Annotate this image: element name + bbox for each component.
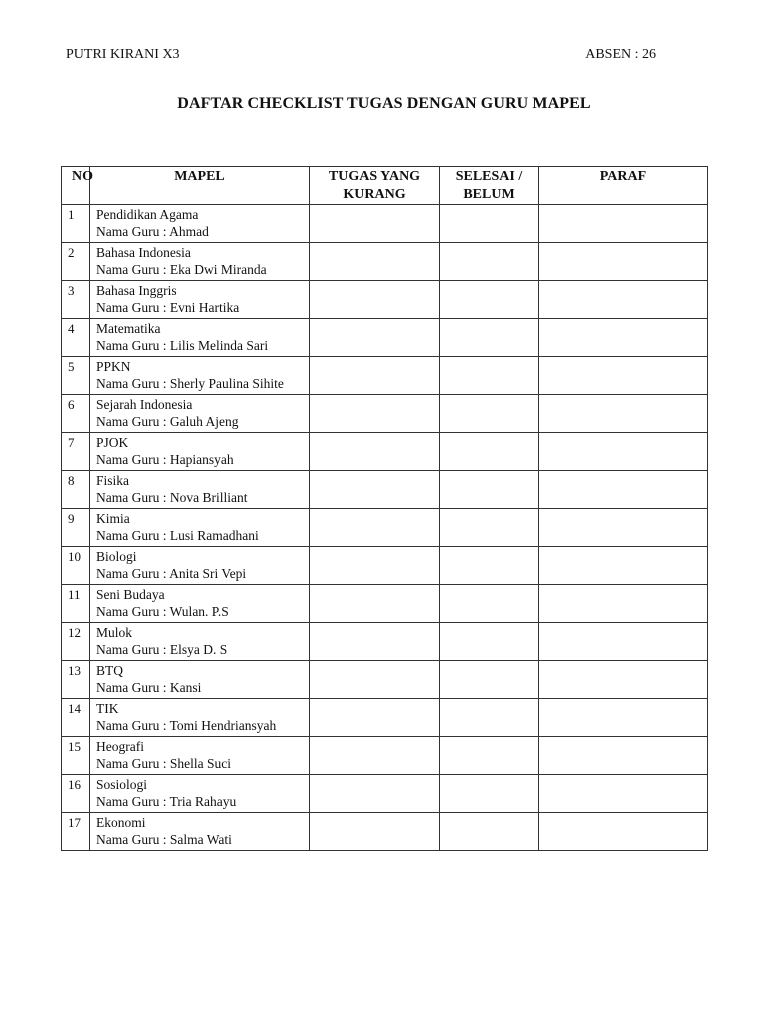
paraf-cell[interactable]	[539, 813, 708, 851]
mapel-cell	[90, 243, 310, 281]
table-row	[62, 471, 708, 509]
mapel-cell	[90, 585, 310, 623]
teacher-name: Nama Guru : Galuh Ajeng	[96, 414, 239, 429]
column-header-selesai	[440, 167, 539, 205]
selesai-cell[interactable]	[440, 547, 539, 585]
table-row	[62, 737, 708, 775]
row-number: 8	[62, 471, 90, 509]
teacher-name: Nama Guru : Shella Suci	[96, 756, 231, 771]
mapel-cell	[90, 433, 310, 471]
tugas-cell[interactable]	[310, 471, 440, 509]
selesai-cell[interactable]	[440, 319, 539, 357]
table-header-row	[62, 167, 708, 205]
tugas-cell[interactable]	[310, 357, 440, 395]
table-row	[62, 433, 708, 471]
subject-name: Kimia	[96, 511, 130, 526]
paraf-cell[interactable]	[539, 585, 708, 623]
row-number: 16	[62, 775, 90, 813]
mapel-cell	[90, 281, 310, 319]
teacher-name: Nama Guru : Kansi	[96, 680, 202, 695]
mapel-cell	[90, 471, 310, 509]
teacher-name: Nama Guru : Lilis Melinda Sari	[96, 338, 269, 353]
table-row	[62, 623, 708, 661]
subject-name: PPKN	[96, 359, 131, 374]
column-header-mapel: MAPEL	[90, 167, 310, 205]
column-header-tugas-line2: KURANG	[343, 187, 406, 202]
mapel-cell	[90, 737, 310, 775]
selesai-cell[interactable]	[440, 661, 539, 699]
tugas-cell[interactable]	[310, 813, 440, 851]
paraf-cell[interactable]	[539, 509, 708, 547]
subject-name: Seni Budaya	[96, 587, 165, 602]
subject-name: Ekonomi	[96, 815, 146, 830]
tugas-cell[interactable]	[310, 585, 440, 623]
document-title: DAFTAR CHECKLIST TUGAS DENGAN GURU MAPEL	[177, 95, 591, 112]
tugas-cell[interactable]	[310, 205, 440, 243]
subject-name: Biologi	[96, 549, 137, 564]
selesai-cell[interactable]	[440, 281, 539, 319]
selesai-cell[interactable]	[440, 813, 539, 851]
selesai-cell[interactable]	[440, 357, 539, 395]
tugas-cell[interactable]	[310, 775, 440, 813]
tugas-cell[interactable]	[310, 509, 440, 547]
subject-name: Fisika	[96, 473, 130, 488]
row-number: 10	[62, 547, 90, 585]
row-number: 13	[62, 661, 90, 699]
row-number: 4	[62, 319, 90, 357]
tugas-cell[interactable]	[310, 433, 440, 471]
paraf-cell[interactable]	[539, 623, 708, 661]
row-number: 14	[62, 699, 90, 737]
row-number: 2	[62, 243, 90, 281]
absen-number: ABSEN : 26	[585, 47, 656, 62]
table-row	[62, 281, 708, 319]
column-header-selesai-line1: SELESAI /	[455, 169, 523, 184]
row-number: 9	[62, 509, 90, 547]
row-number: 5	[62, 357, 90, 395]
tugas-cell[interactable]	[310, 661, 440, 699]
table-row	[62, 357, 708, 395]
table-row	[62, 319, 708, 357]
mapel-cell	[90, 547, 310, 585]
selesai-cell[interactable]	[440, 205, 539, 243]
mapel-cell	[90, 623, 310, 661]
selesai-cell[interactable]	[440, 395, 539, 433]
table-row	[62, 509, 708, 547]
teacher-name: Nama Guru : Hapiansyah	[96, 452, 234, 467]
teacher-name: Nama Guru : Evni Hartika	[96, 300, 240, 315]
subject-name: Bahasa Indonesia	[96, 245, 191, 260]
table-row	[62, 699, 708, 737]
table-row	[62, 775, 708, 813]
tugas-cell[interactable]	[310, 243, 440, 281]
teacher-name: Nama Guru : Anita Sri Vepi	[96, 566, 247, 581]
table-body	[62, 205, 708, 851]
row-number: 12	[62, 623, 90, 661]
mapel-cell	[90, 509, 310, 547]
subject-name: BTQ	[96, 663, 123, 678]
teacher-name: Nama Guru : Salma Wati	[96, 832, 232, 847]
subject-name: TIK	[96, 701, 119, 716]
mapel-cell	[90, 395, 310, 433]
teacher-name: Nama Guru : Sherly Paulina Sihite	[96, 376, 284, 391]
subject-name: Sejarah Indonesia	[96, 397, 193, 412]
tugas-cell[interactable]	[310, 699, 440, 737]
table-row	[62, 243, 708, 281]
tugas-cell[interactable]	[310, 623, 440, 661]
column-header-no: NO	[62, 167, 90, 205]
subject-name: PJOK	[96, 435, 129, 450]
teacher-name: Nama Guru : Eka Dwi Miranda	[96, 262, 267, 277]
table-row	[62, 547, 708, 585]
selesai-cell[interactable]	[440, 623, 539, 661]
paraf-cell[interactable]	[539, 775, 708, 813]
table-row	[62, 205, 708, 243]
table-row	[62, 395, 708, 433]
mapel-cell	[90, 205, 310, 243]
selesai-cell[interactable]	[440, 585, 539, 623]
student-name: PUTRI KIRANI X3	[66, 47, 180, 62]
tugas-cell[interactable]	[310, 281, 440, 319]
row-number: 7	[62, 433, 90, 471]
subject-name: Bahasa Inggris	[96, 283, 177, 298]
paraf-cell[interactable]	[539, 205, 708, 243]
table-row	[62, 585, 708, 623]
paraf-cell[interactable]	[539, 395, 708, 433]
document-header	[66, 47, 656, 63]
table-row	[62, 813, 708, 851]
teacher-name: Nama Guru : Tria Rahayu	[96, 794, 237, 809]
paraf-cell[interactable]	[539, 471, 708, 509]
selesai-cell[interactable]	[440, 509, 539, 547]
column-header-paraf: PARAF	[539, 167, 708, 205]
checklist-table	[61, 166, 708, 851]
subject-name: Heografi	[96, 739, 144, 754]
mapel-cell	[90, 699, 310, 737]
mapel-cell	[90, 775, 310, 813]
paraf-cell[interactable]	[539, 243, 708, 281]
paraf-cell[interactable]	[539, 661, 708, 699]
subject-name: Matematika	[96, 321, 161, 336]
row-number: 17	[62, 813, 90, 851]
tugas-cell[interactable]	[310, 319, 440, 357]
selesai-cell[interactable]	[440, 737, 539, 775]
tugas-cell[interactable]	[310, 547, 440, 585]
teacher-name: Nama Guru : Nova Brilliant	[96, 490, 248, 505]
teacher-name: Nama Guru : Wulan. P.S	[96, 604, 229, 619]
subject-name: Mulok	[96, 625, 133, 640]
tugas-cell[interactable]	[310, 395, 440, 433]
teacher-name: Nama Guru : Ahmad	[96, 224, 209, 239]
subject-name: Sosiologi	[96, 777, 148, 792]
table-row	[62, 661, 708, 699]
paraf-cell[interactable]	[539, 433, 708, 471]
mapel-cell	[90, 813, 310, 851]
row-number: 11	[62, 585, 90, 623]
paraf-cell[interactable]	[539, 281, 708, 319]
teacher-name: Nama Guru : Elsya D. S	[96, 642, 228, 657]
selesai-cell[interactable]	[440, 471, 539, 509]
tugas-cell[interactable]	[310, 737, 440, 775]
selesai-cell[interactable]	[440, 699, 539, 737]
row-number: 1	[62, 205, 90, 243]
row-number: 3	[62, 281, 90, 319]
paraf-cell[interactable]	[539, 357, 708, 395]
paraf-cell[interactable]	[539, 547, 708, 585]
paraf-cell[interactable]	[539, 699, 708, 737]
row-number: 6	[62, 395, 90, 433]
mapel-cell	[90, 319, 310, 357]
column-header-selesai-line2: BELUM	[463, 187, 515, 202]
mapel-cell	[90, 661, 310, 699]
column-header-tugas	[310, 167, 440, 205]
paraf-cell[interactable]	[539, 319, 708, 357]
paraf-cell[interactable]	[539, 737, 708, 775]
teacher-name: Nama Guru : Tomi Hendriansyah	[96, 718, 277, 733]
selesai-cell[interactable]	[440, 775, 539, 813]
mapel-cell	[90, 357, 310, 395]
teacher-name: Nama Guru : Lusi Ramadhani	[96, 528, 259, 543]
row-number: 15	[62, 737, 90, 775]
subject-name: Pendidikan Agama	[96, 207, 199, 222]
selesai-cell[interactable]	[440, 243, 539, 281]
selesai-cell[interactable]	[440, 433, 539, 471]
column-header-tugas-line1: TUGAS YANG	[328, 169, 421, 184]
